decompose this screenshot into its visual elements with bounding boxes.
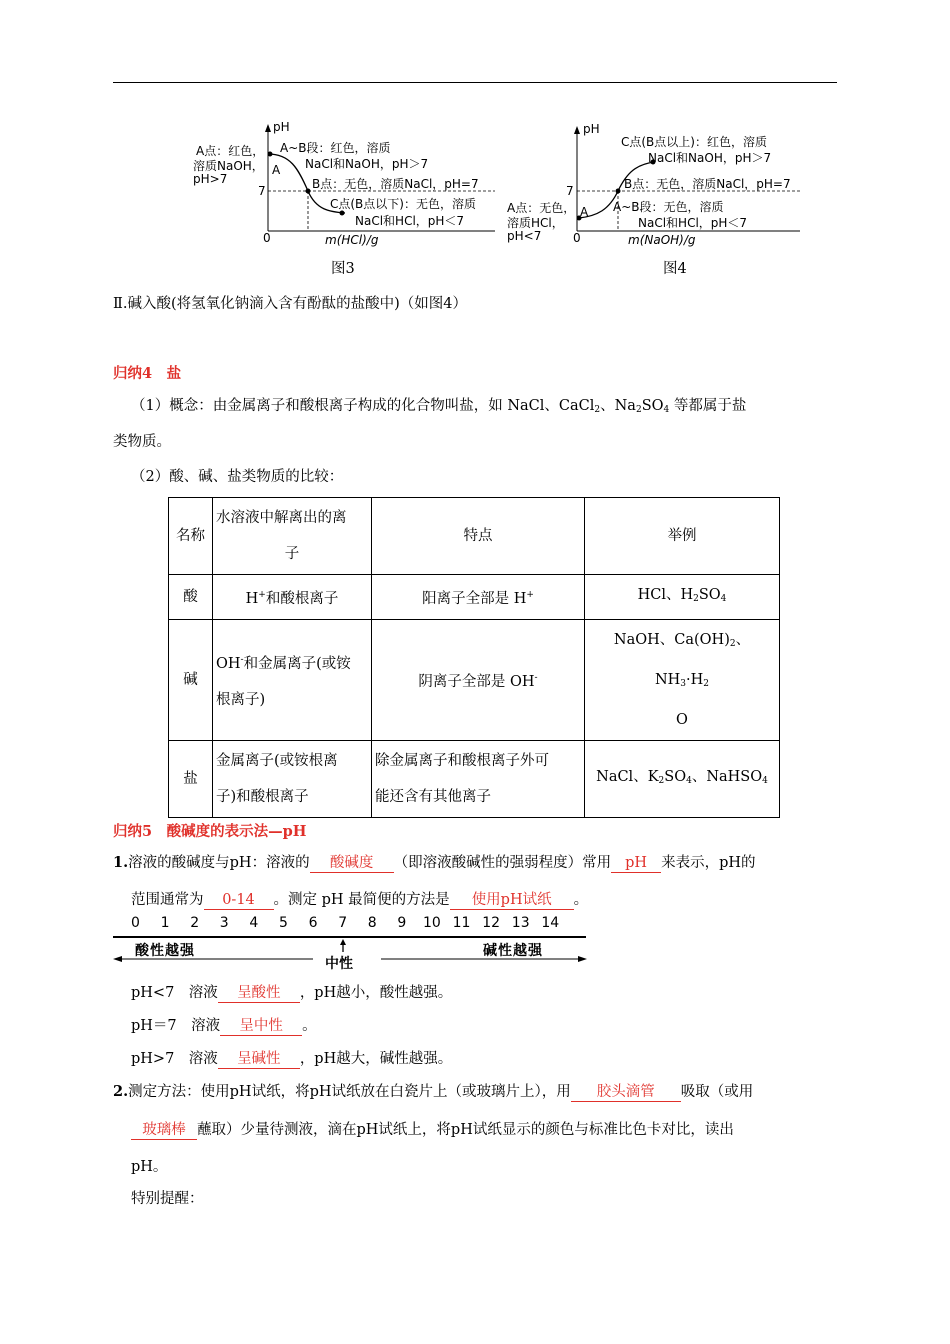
base-into-acid-line: Ⅱ.碱入酸(将氢氧化钠滴入含有酚酞的盐酸中)（如图4） xyxy=(113,296,468,312)
table-header-row xyxy=(169,498,780,575)
fig4-ab-note-1: A~B段：无色，溶质 xyxy=(613,200,724,214)
fig4-c-note-2: NaCl和NaOH，pH＞7 xyxy=(648,151,772,165)
acid-ions: H+和酸根离子 xyxy=(213,575,372,620)
q2-line3: pH。 xyxy=(131,1159,168,1175)
ph-scale xyxy=(113,915,588,970)
acid-example: HCl、$H_2SO_4$ xyxy=(585,575,780,620)
fig3-point-a: A xyxy=(272,163,281,177)
header-name: 名称 xyxy=(169,498,213,575)
blank-acidic: 呈酸性 xyxy=(218,984,300,1003)
fig4-origin: 0 xyxy=(573,231,581,245)
header-feature: 特点 xyxy=(372,498,585,575)
salt-feature: 除金属离子和酸根离子外可 能还含有其他离子 xyxy=(372,741,585,818)
special-reminder: 特别提醒： xyxy=(131,1191,204,1207)
base-feature: 阴离子全部是 OH- xyxy=(372,620,585,741)
salt-name: 盐 xyxy=(169,741,213,818)
ph-tick-label: 10 xyxy=(423,915,441,931)
section-4-heading: 归纳4 盐 xyxy=(113,365,182,382)
comparison-table xyxy=(168,497,780,818)
fig4-point-a: A xyxy=(580,205,589,219)
fig3-left-note-2: 溶质NaOH， xyxy=(193,159,264,173)
comparison-intro: （2）酸、碱、盐类物质的比较： xyxy=(131,469,344,485)
fig4-c-note-1: C点(B点以上)：红色，溶质 xyxy=(621,135,767,149)
fig3-left-note-3: pH>7 xyxy=(193,172,228,186)
base-name: 碱 xyxy=(169,620,213,741)
ph-tick-label: 3 xyxy=(219,915,229,931)
fig3-b-note: B点：无色，溶质NaCl，pH=7 xyxy=(312,177,479,191)
fig3-left-note-1: A点：红色， xyxy=(196,144,265,158)
table-row xyxy=(169,620,780,741)
header-ions: 水溶液中解离出的离 子 xyxy=(213,498,372,575)
base-ions: OH-和金属离子(或铵 根离子) xyxy=(213,620,372,741)
acid-stronger-label: 酸性越强 xyxy=(135,943,195,959)
ph-tick-label: 2 xyxy=(190,915,200,931)
salt-ions: 金属离子(或铵根离 子)和酸根离子 xyxy=(213,741,372,818)
q1-line1: 1.溶液的酸碱度与pH：溶液的 酸碱度 （即溶液酸碱性的强弱程度）常用 pH 来表示，pH的 xyxy=(113,854,756,871)
fig3-ab-note-1: A~B段：红色，溶质 xyxy=(280,141,391,155)
ph-less-7: pH<7 溶液 呈酸性 ，pH越小，酸性越强。 xyxy=(131,985,453,1001)
table-row xyxy=(169,575,780,620)
ph-equal-7: pH＝7 溶液 呈中性 。 xyxy=(131,1018,317,1034)
ph-tick-label: 14 xyxy=(541,915,560,931)
fig3-c-note-1: C点(B点以下)：无色，溶质 xyxy=(330,197,476,211)
fig3-origin: 0 xyxy=(263,231,271,245)
fig3-x-axis-label: m(HCl)/g xyxy=(325,233,379,247)
blank-method: 使用pH试纸 xyxy=(450,891,574,910)
blank-range: 0-14 xyxy=(204,891,274,910)
acid-feature: 阳离子全部是 H+ xyxy=(372,575,585,620)
fig4-left-note-2: 溶质HCl， xyxy=(507,216,564,230)
fig4-left-note-3: pH<7 xyxy=(507,229,542,243)
ph-tick-label: 4 xyxy=(249,915,259,931)
ph-tick-label: 9 xyxy=(397,915,407,931)
header-example: 举例 xyxy=(585,498,780,575)
fig3-seven: 7 xyxy=(258,184,266,198)
q1-line2: 范围通常为 0-14 。测定 pH 最简便的方法是 使用pH试纸 。 xyxy=(131,892,589,908)
ph-scale-arrows xyxy=(113,939,588,963)
fig4-b-note: B点：无色，溶质NaCl，pH=7 xyxy=(624,177,791,191)
fig4-y-axis-label: pH xyxy=(583,122,600,136)
base-stronger-label: 碱性越强 xyxy=(483,943,543,959)
ph-scale-ticks xyxy=(113,915,588,933)
blank-neutral: 呈中性 xyxy=(220,1017,302,1036)
section-5-heading: 归纳5 酸碱度的表示法—pH xyxy=(113,823,307,840)
ph-tick-label: 11 xyxy=(452,915,471,931)
blank-glass-rod: 玻璃棒 xyxy=(131,1121,197,1140)
fig3-y-axis-label: pH xyxy=(273,120,290,134)
ph-tick-label: 8 xyxy=(367,915,377,931)
salt-concept-line2: 类物质。 xyxy=(113,434,171,450)
ph-tick-label: 13 xyxy=(511,915,530,931)
salt-concept-line1: （1）概念：由金属离子和酸根离子构成的化合物叫盐，如 NaCl、CaCl$_2$、$Na_2SO_4$ 等都属于盐 xyxy=(131,398,747,415)
ph-scale-bar xyxy=(113,936,586,938)
fig3-caption: 图3 xyxy=(331,261,355,277)
ph-tick-label: 6 xyxy=(308,915,318,931)
ph-greater-7: pH>7 溶液 呈碱性 ，pH越大，碱性越强。 xyxy=(131,1051,453,1067)
neutral-label: 中性 xyxy=(325,956,353,972)
table-row xyxy=(169,741,780,818)
fig4-x-axis-label: m(NaOH)/g xyxy=(628,233,696,247)
q2-line1: 2.测定方法：使用pH试纸，将pH试纸放在白瓷片上（或玻璃片上），用 胶头滴管 吸取（或用 xyxy=(113,1083,754,1100)
fig4-caption: 图4 xyxy=(663,261,687,277)
base-example: NaOH、$Ca(OH)_2$、$NH_3\cdot H_2$ O xyxy=(585,620,780,741)
ph-tick-label: 12 xyxy=(482,915,501,931)
ph-tick-label: 1 xyxy=(160,915,170,931)
fig4-ab-note-2: NaCl和HCl，pH＜7 xyxy=(638,216,748,230)
fig4-seven: 7 xyxy=(566,184,574,198)
ph-tick-label: 7 xyxy=(338,915,348,931)
header-rule xyxy=(113,82,837,83)
blank-basic: 呈碱性 xyxy=(218,1050,300,1069)
fig3-ab-note-2: NaCl和NaOH，pH＞7 xyxy=(305,157,429,171)
salt-example: NaCl、$K_2SO_4$、NaHSO$_4$ xyxy=(585,741,780,818)
blank-ph: pH xyxy=(611,854,661,873)
ph-tick-label: 0 xyxy=(131,915,140,931)
q2-line2: 玻璃棒 蘸取）少量待测液，滴在pH试纸上，将pH试纸显示的颜色与标准比色卡对比，读出 xyxy=(131,1120,734,1140)
fig3-c-note-2: NaCl和HCl，pH＜7 xyxy=(355,214,465,228)
acid-name: 酸 xyxy=(169,575,213,620)
blank-dropper: 胶头滴管 xyxy=(571,1083,681,1102)
fig4-left-note-1: A点：无色， xyxy=(507,201,576,215)
blank-acidity: 酸碱度 xyxy=(310,854,394,873)
ph-tick-label: 5 xyxy=(279,915,288,931)
